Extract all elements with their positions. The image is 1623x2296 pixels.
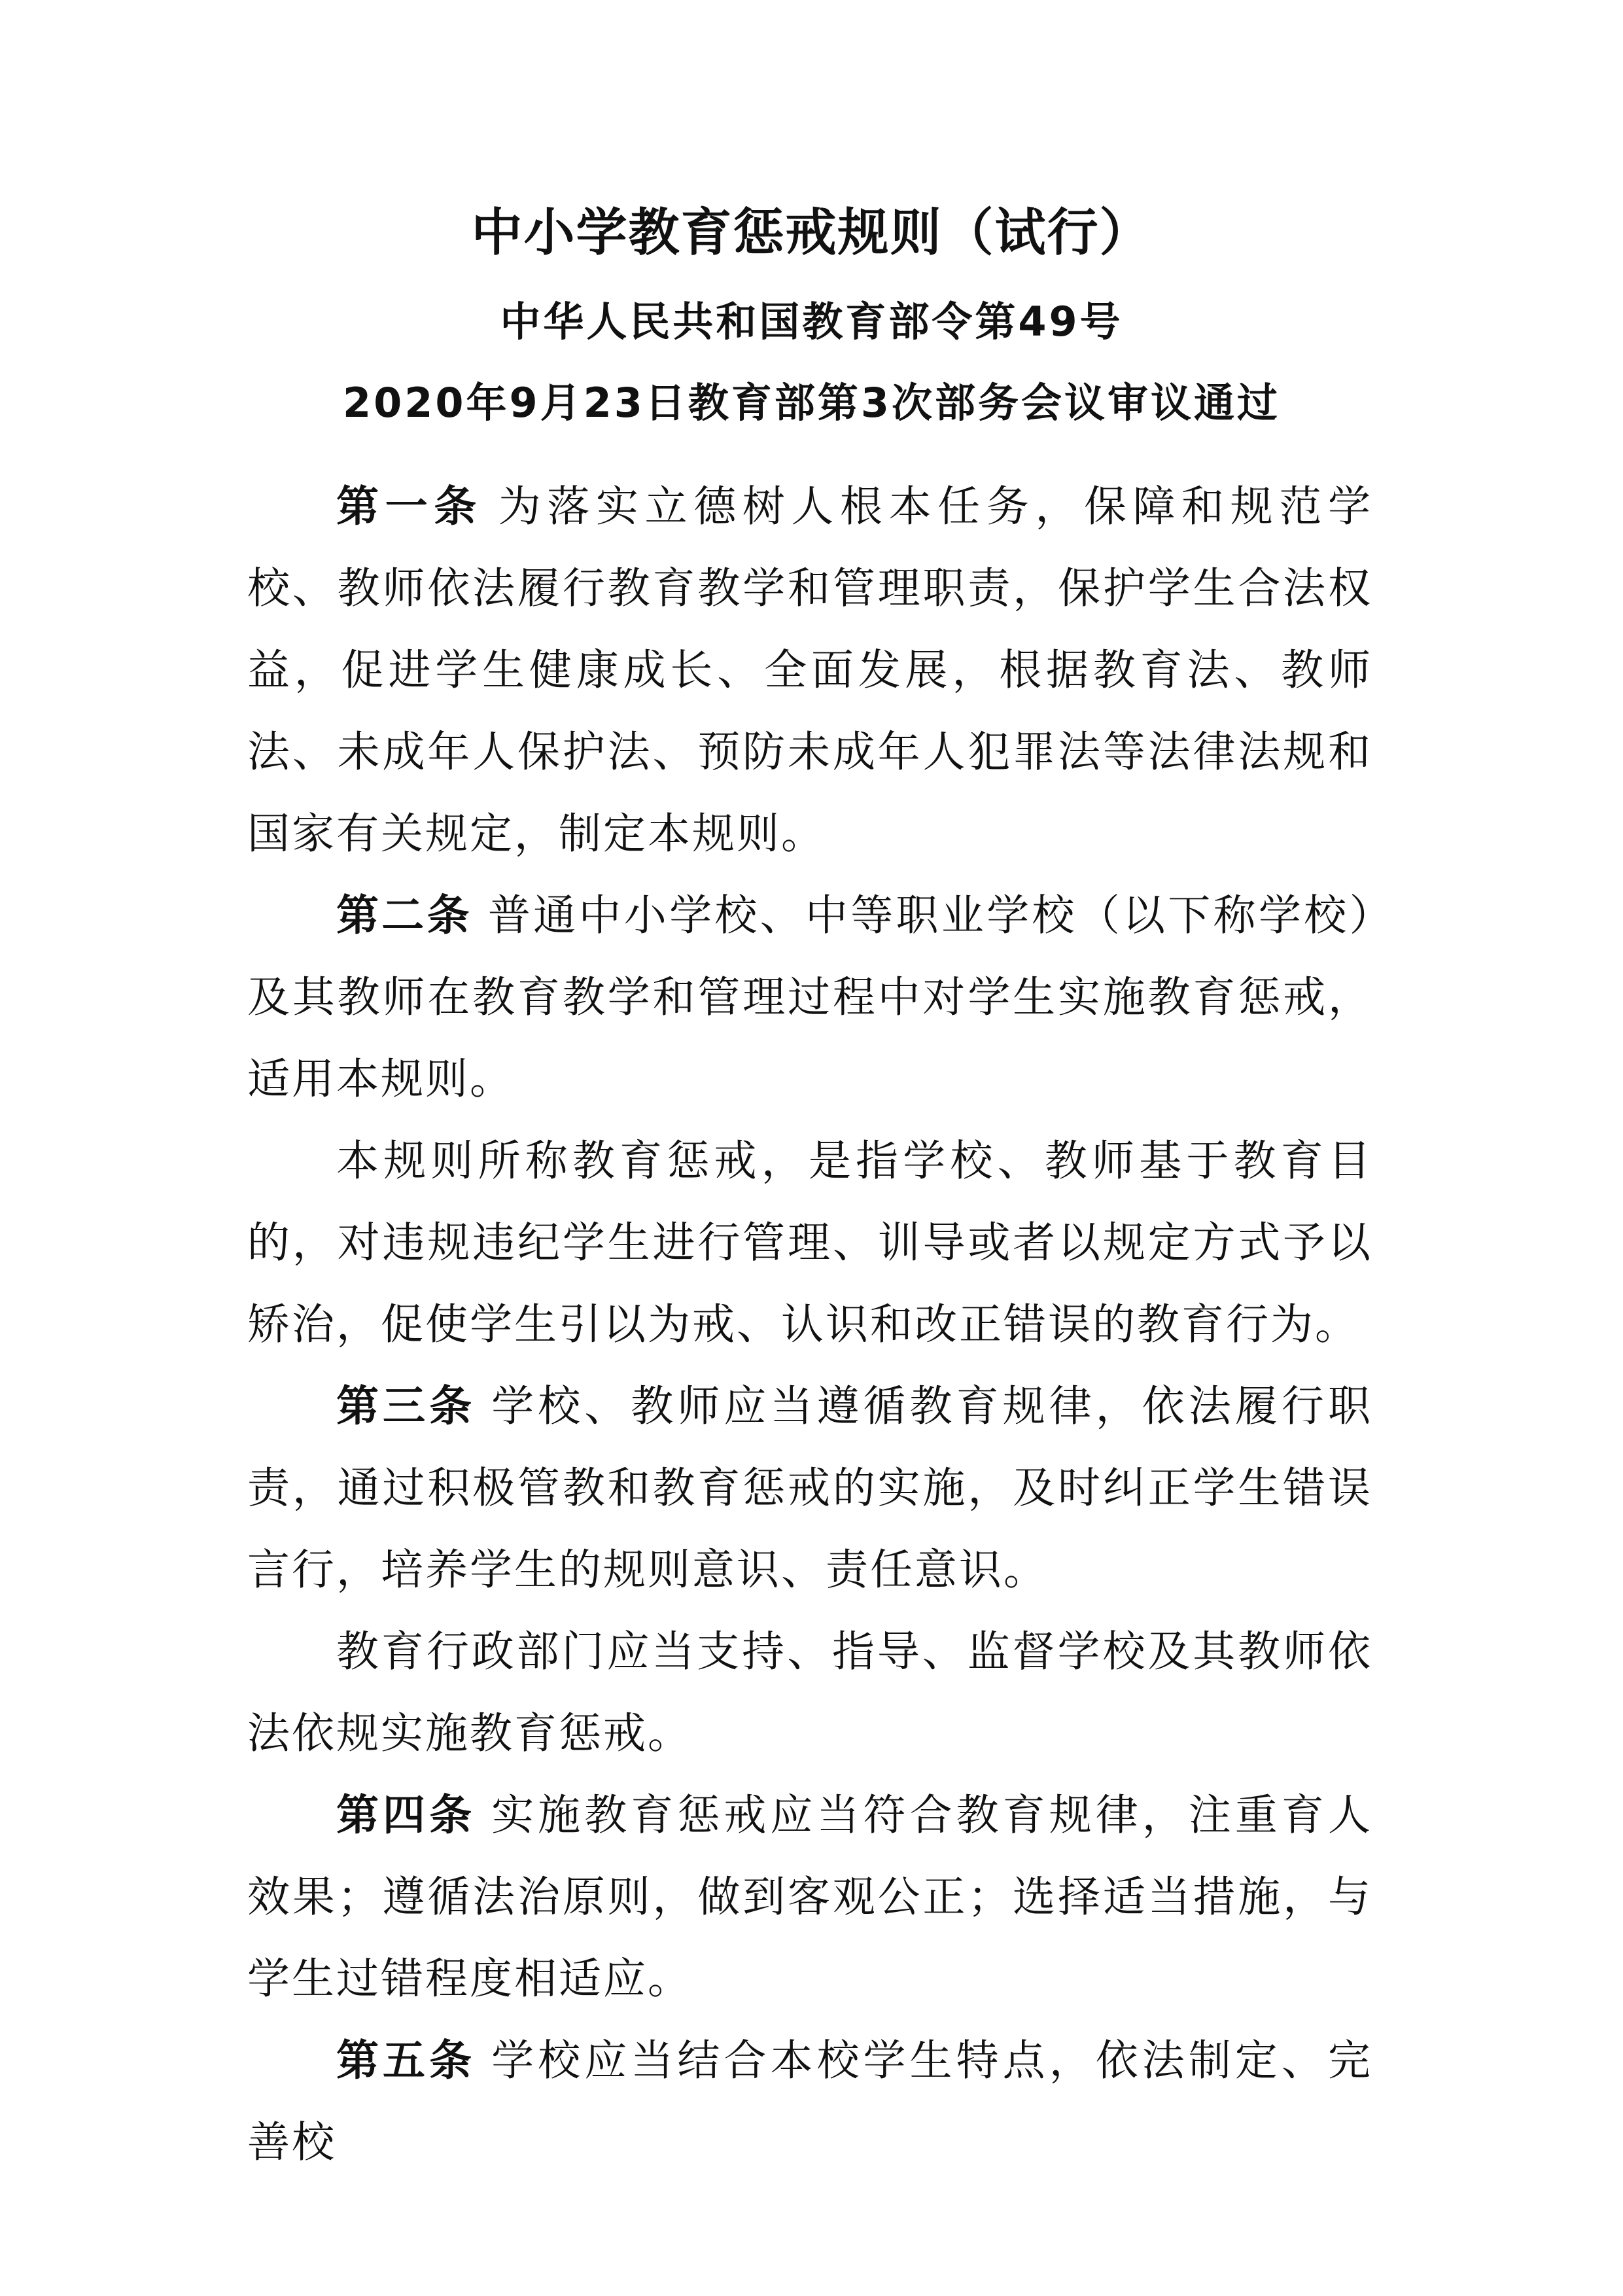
article-heading: 第三条 (336, 1382, 476, 1431)
paragraph-article-4 (247, 1775, 1372, 2020)
document-title: 中小学教育惩戒规则（试行） (471, 203, 1152, 262)
paragraph-text: 实施教育惩戒应当符合教育规律，注重育人效果；遵循法治原则，做到客观公正；选择适当措施，与学生过错程度相适应。 (247, 1791, 1372, 2004)
article-heading: 第一条 (336, 482, 483, 531)
paragraph-text: 本规则所称教育惩戒，是指学校、教师基于教育目的，对违规违纪学生进行管理、训导或者以规定方式予以矫治，促使学生引以为戒、认识和改正错误的教育行为。 (247, 1137, 1372, 1349)
article-heading: 第二条 (336, 891, 472, 940)
paragraph-text: 为落实立德树人根本任务，保障和规范学校、教师依法履行教育教学和管理职责，保护学生合法权益，促进学生健康成长、全面发展，根据教育法、教师法、未成年人保护法、预防未成年人犯罪法等法律法规和国家有关规定，制定本规则。 (247, 482, 1372, 858)
article-heading: 第五条 (336, 2036, 476, 2085)
paragraph-article-3 (247, 1366, 1372, 1611)
paragraph-article-1 (247, 466, 1372, 875)
approval-date: 2020年9月23日教育部第3次部务会议审议通过 (342, 379, 1281, 427)
paragraph-text: 学校、教师应当遵循教育规律，依法履行职责，通过积极管教和教育惩戒的实施，及时纠正学生错误言行，培养学生的规则意识、责任意识。 (247, 1382, 1372, 1595)
article-heading: 第四条 (336, 1791, 476, 1840)
paragraph-article-2-definition (247, 1120, 1372, 1366)
paragraph-text: 普通中小学校、中等职业学校（以下称学校）及其教师在教育教学和管理过程中对学生实施教育惩戒，适用本规则。 (247, 891, 1372, 1104)
paragraph-text: 学校应当结合本校学生特点，依法制定、完善校 (247, 2036, 1372, 2167)
document-body (247, 466, 1372, 2183)
paragraph-article-5 (247, 2020, 1372, 2183)
paragraph-article-2 (247, 875, 1372, 1120)
paragraph-text: 教育行政部门应当支持、指导、监督学校及其教师依法依规实施教育惩戒。 (247, 1627, 1372, 1758)
ministry-order-number: 中华人民共和国教育部令第49号 (500, 298, 1123, 345)
paragraph-article-3-supervision (247, 1611, 1372, 1775)
